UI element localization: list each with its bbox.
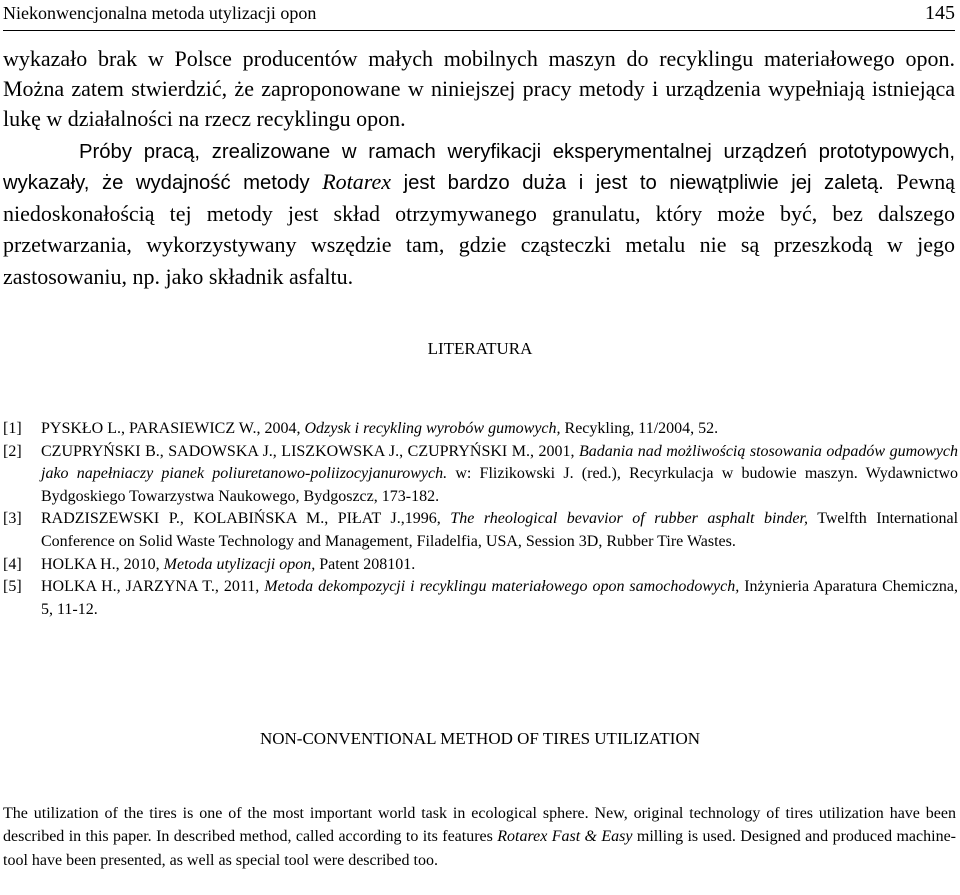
reference-item <box>3 554 958 577</box>
p2-text-a: Próby pracą, zrealizowane w ramach weryfikacji eksperymentalnej urządzeń prototypowych, wykazały, że wydajność metody <box>3 141 955 195</box>
p2-text-c: jest bardzo duża i jest to niewątpliwie jej zaletą. <box>403 172 884 195</box>
reference-number: [5] <box>3 578 22 596</box>
reference-source: Recykling, 11/2004, 52. <box>564 420 719 437</box>
english-title: NON-CONVENTIONAL METHOD OF TIRES UTILIZATION <box>259 729 701 748</box>
reference-list <box>3 418 958 621</box>
reference-number: [1] <box>3 420 22 437</box>
reference-authors: RADZISZEWSKI P., KOLABIŃSKA M., PIŁAT J.,1996, <box>41 510 441 528</box>
reference-title: Badania nad możliwością stosowania odpadów gumowych jako napełniaczy pianek poliuretanowo-poliizocyjanurowych. <box>41 442 959 483</box>
reference-item <box>3 418 958 441</box>
reference-title: The rheological bevavior of rubber asphalt binder, <box>450 510 808 528</box>
p2-method-name: Rotarex <box>322 169 392 195</box>
abstract-text-b: milling is used. Designed and produced machine-tool have been presented, as well as special tool were described too. <box>3 828 957 869</box>
reference-item <box>3 441 958 509</box>
running-header <box>3 0 955 31</box>
english-abstract <box>3 802 956 872</box>
reference-item <box>3 576 958 621</box>
reference-authors: HOLKA H., 2010, <box>41 555 160 573</box>
reference-source: Patent 208101. <box>319 555 416 573</box>
reference-authors: HOLKA H., JARZYNA T., 2011, <box>41 578 260 596</box>
page-number: 145 <box>925 2 955 24</box>
abstract-text-a: The utilization of the tires is one of the most important world task in ecological sphere. New, original technology of tires utilization have been described in this paper. In described method, called according to its features <box>3 805 956 846</box>
paragraph-conclusion: wykazało brak w Polsce producentów małych mobilnych maszyn do recyklingu materiałowego opon. Można zatem stwierdzić, że zaproponowane w niniejszej pracy metody i urządzenia wypełniają istniejąca lukę w działalności na rzecz recyklingu opon. <box>3 46 955 131</box>
literature-heading: LITERATURA <box>427 339 533 358</box>
reference-source: Twelfth International Conference on Solid Waste Technology and Management, Filadelfia, USA, Session 3D, Rubber Tire Wastes. <box>41 510 959 550</box>
running-title: Niekonwencjonalna metoda utylizacji opon <box>3 3 317 23</box>
reference-authors: PYSKŁO L., PARASIEWICZ W., 2004, <box>41 420 301 437</box>
reference-number: [4] <box>3 555 22 573</box>
reference-item <box>3 508 958 553</box>
reference-source: w: Flizikowski J. (red.), Recyrkulacja w budowie maszyn. Wydawnictwo Bydgoskiego Towarzystwa Naukowego, Bydgoszcz, 173-182. <box>41 465 959 505</box>
abstract-method-name: Rotarex Fast & Easy <box>497 828 633 846</box>
reference-title: Metoda utylizacji opon, <box>163 555 316 573</box>
reference-number: [3] <box>3 510 22 528</box>
reference-title: Metoda dekompozycji i recyklingu materiałowego opon samochodowych, <box>264 578 740 596</box>
paragraph-tests <box>3 137 955 293</box>
reference-number: [2] <box>3 442 22 460</box>
reference-title: Odzysk i recykling wyrobów gumowych, <box>304 420 561 437</box>
reference-source: Inżynieria Aparatura Chemiczna, 5, 11-12. <box>41 578 959 618</box>
p2-text-d: Pewną niedoskonałością tej metody jest skład otrzymywanego granulatu, który może być, bez dalszego przetwarzania, wykorzystywany wszędzie tam, gdzie cząsteczki metalu nie są przeszkodą w jego zastosowaniu, np. jako składnik asfaltu. <box>3 169 955 289</box>
reference-authors: CZUPRYŃSKI B., SADOWSKA J., LISZKOWSKA J., CZUPRYŃSKI M., 2001, <box>41 442 575 460</box>
